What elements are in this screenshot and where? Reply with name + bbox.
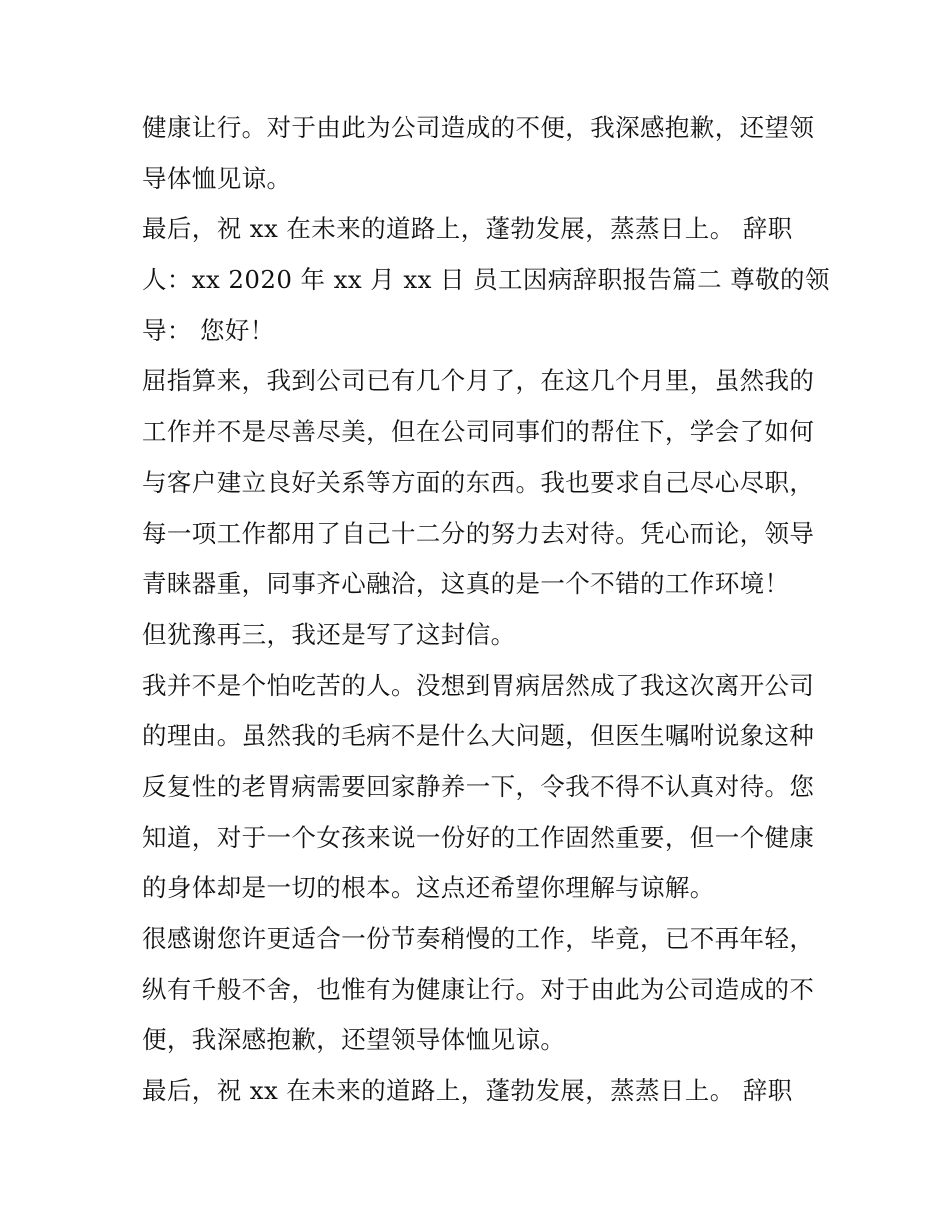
text-line: 纵有千般不舍，也惟有为健康让行。对于由此为公司造成的不 (142, 974, 815, 1004)
document-body (142, 103, 830, 1117)
text-line: 每一项工作都用了自己十二分的努力去对待。凭心而论，领导 (142, 518, 815, 548)
text-line: 工作并不是尽善尽美，但在公司同事们的帮住下，学会了如何 (142, 417, 815, 447)
text-line: 青睐器重，同事齐心融洽，这真的是一个不错的工作环境！ (142, 569, 790, 599)
text-line: 最后，祝 xx 在未来的道路上，蓬勃发展，蒸蒸日上。 辞职 (142, 214, 793, 244)
text-line: 反复性的老胃病需要回家静养一下，令我不得不认真对待。您 (142, 771, 815, 801)
text-line: 导体恤见谅。 (142, 163, 292, 193)
text-line: 与客户建立良好关系等方面的东西。我也要求自己尽心尽职， (142, 467, 815, 497)
text-line: 屈指算来，我到公司已有几个月了，在这几个月里，虽然我的 (142, 366, 815, 396)
text-line: 的身体却是一切的根本。这点还希望你理解与谅解。 (142, 873, 715, 903)
text-line: 导： 您好！ (142, 315, 275, 345)
text-line: 很感谢您许更适合一份节奏稍慢的工作，毕竟，已不再年轻， (142, 924, 815, 953)
text-line: 健康让行。对于由此为公司造成的不便，我深感抱歉，还望领 (142, 113, 815, 142)
text-line: 但犹豫再三，我还是写了这封信。 (142, 619, 516, 649)
text-line: 我并不是个怕吃苦的人。没想到胃病居然成了我这次离开公司 (142, 670, 815, 700)
text-line: 知道，对于一个女孩来说一份好的工作固然重要，但一个健康 (142, 822, 815, 852)
text-line: 的理由。虽然我的毛病不是什么大问题，但医生嘱咐说象这种 (142, 721, 815, 751)
text-line: 最后，祝 xx 在未来的道路上，蓬勃发展，蒸蒸日上。 辞职 (142, 1076, 793, 1106)
text-line: 人：xx 2020 年 xx 月 xx 日 员工因病辞职报告篇二 尊敬的领 (142, 265, 830, 295)
text-line: 便，我深感抱歉，还望领导体恤见谅。 (142, 1025, 566, 1055)
